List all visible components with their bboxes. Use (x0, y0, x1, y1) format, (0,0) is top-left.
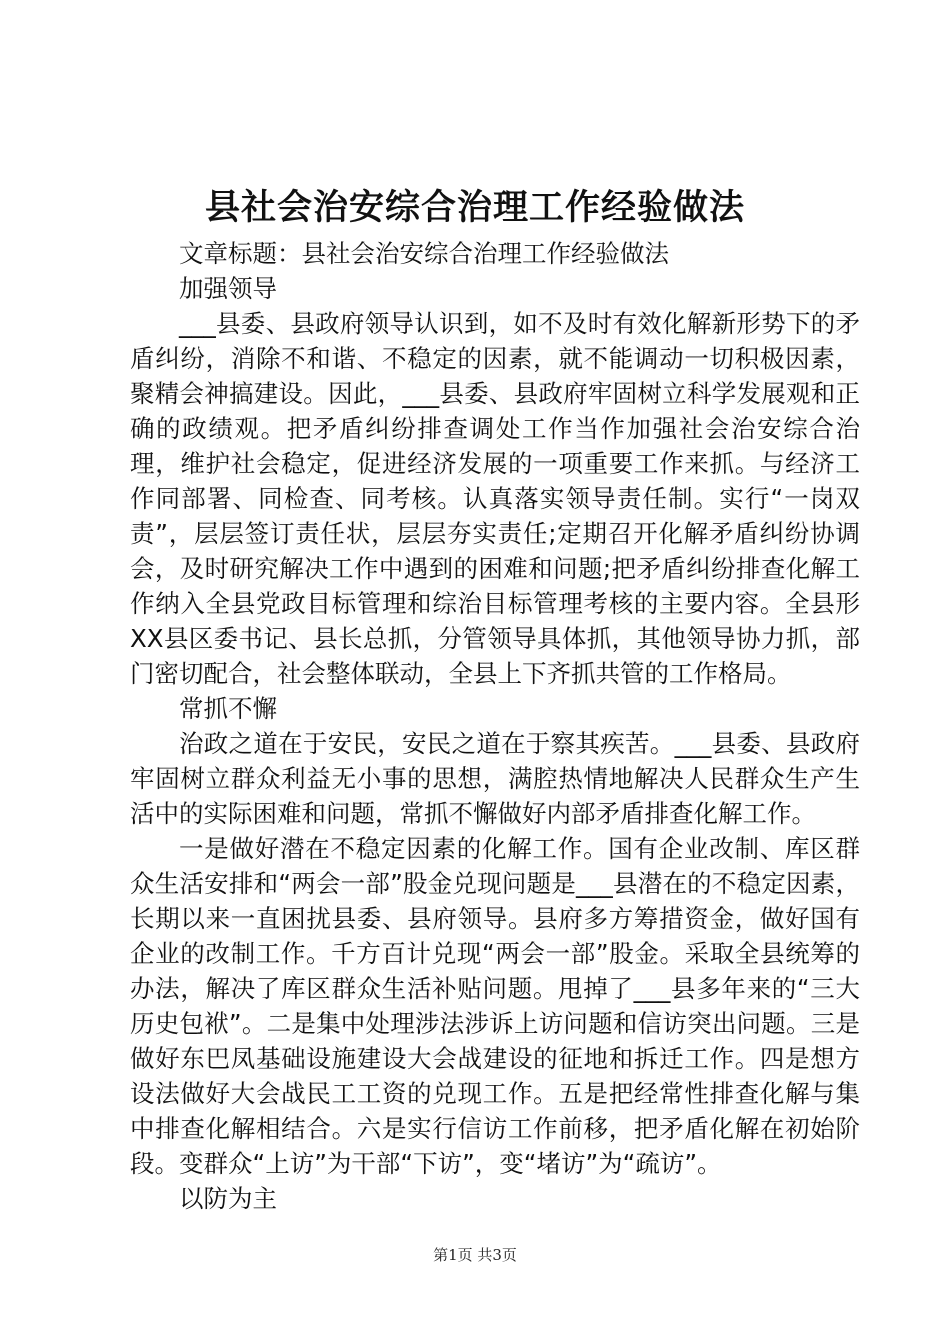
paragraph: 一是做好潜在不稳定因素的化解工作。国有企业改制、库区群众生活安排和“两会一部”股金兑现问题是___县潜在的不稳定因素，长期以来一直困扰县委、县府领导。县府多方筹措资金，做好国有企业的改制工作。千方百计兑现“两会一部”股金。采取全县统筹的办法，解决了库区群众生活补贴问题。甩掉了___县多年来的“三大历史包袱”。二是集中处理涉法涉诉上访问题和信访突出问题。三是做好东巴凤基础设施建设大会战建设的征地和拆迁工作。四是想方设法做好大会战民工工资的兑现工作。五是把经常性排查化解与集中排查化解相结合。六是实行信访工作前移，把矛盾化解在初始阶段。变群众“上访”为干部“下访”，变“堵访”为“疏访”。 (130, 834, 860, 1178)
paragraph: ___县委、县政府领导认识到，如不及时有效化解新形势下的矛盾纠纷，消除不和谐、不稳定的因素，就不能调动一切积极因素，聚精会神搞建设。因此，___县委、县政府牢固树立科学发展观和正确的政绩观。把矛盾纠纷排查调处工作当作加强社会治安综合治理，维护社会稳定，促进经济发展的一项重要工作来抓。与经济工作同部署、同检查、同考核。认真落实领导责任制。实行“一岗双责”，层层签订责任状，层层夯实责任;定期召开化解矛盾纠纷协调会，及时研究解决工作中遇到的困难和问题;把矛盾纠纷排查化解工作纳入全县党政目标管理和综治目标管理考核的主要内容。全县形XX县区委书记、县长总抓，分管领导具体抓，其他领导协力抓，部门密切配合，社会整体联动，全县上下齐抓共管的工作格局。 (130, 309, 860, 688)
section-heading-prevention: 以防为主 (179, 1184, 277, 1213)
paragraph-article-title: 文章标题：县社会治安综合治理工作经验做法 (179, 239, 669, 268)
document-title: 县社会治安综合治理工作经验做法 (204, 187, 745, 228)
document-body (130, 236, 860, 1216)
section-heading-leadership: 加强领导 (179, 274, 277, 303)
page-footer: 第1页 共3页 (433, 1246, 517, 1264)
section-heading-persistence: 常抓不懈 (179, 694, 277, 723)
paragraph: 治政之道在于安民，安民之道在于察其疾苦。___县委、县政府牢固树立群众利益无小事的思想，满腔热情地解决人民群众生产生活中的实际困难和问题，常抓不懈做好内部矛盾排查化解工作。 (130, 729, 860, 828)
